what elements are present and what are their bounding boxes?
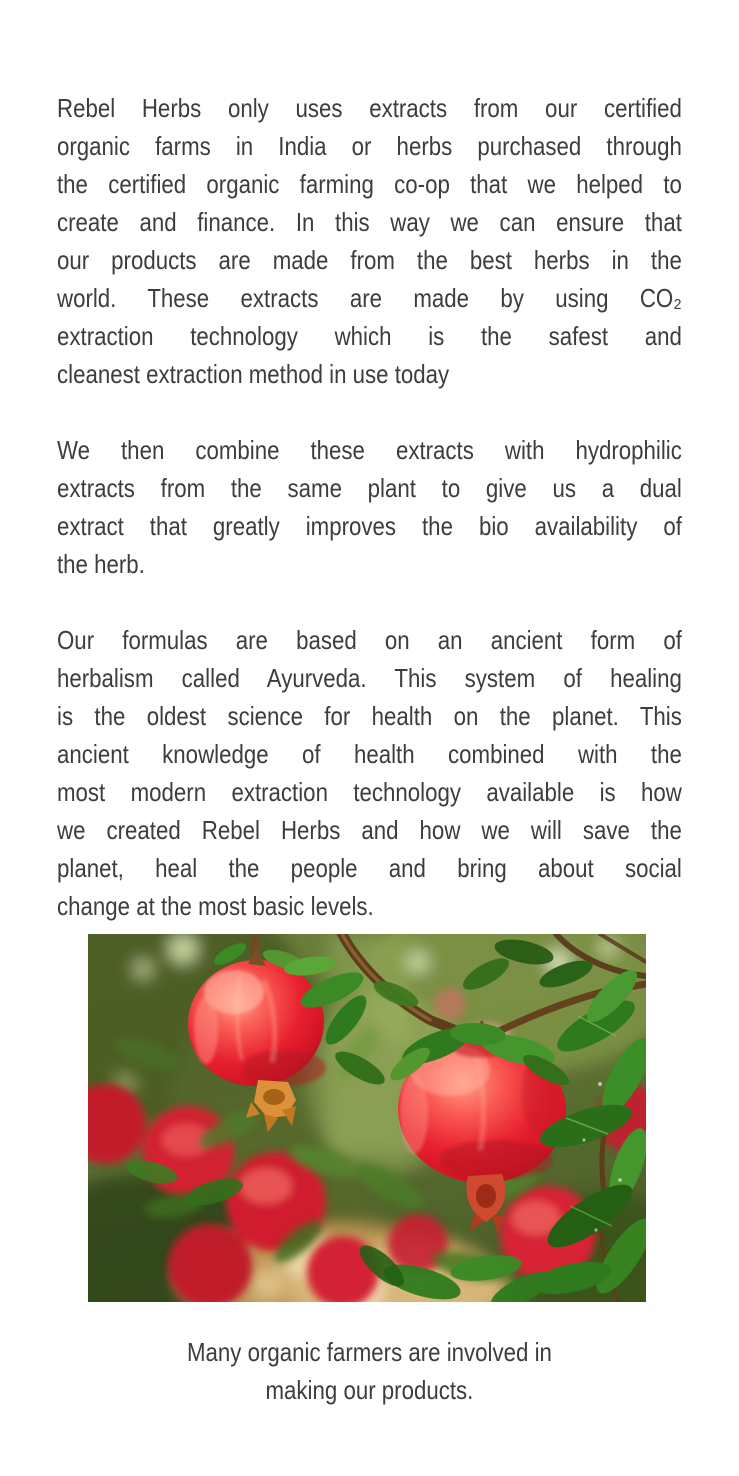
pomegranate-photo (88, 934, 646, 1302)
text-line: We then combine these extracts with hydrophilic (57, 435, 682, 465)
text-line: Rebel Herbs only uses extracts from our certified (57, 93, 682, 123)
text-line: extract that greatly improves the bio availability of (57, 511, 682, 541)
text-line: our products are made from the best herbs in the (57, 245, 682, 275)
text-line: we created Rebel Herbs and how we will save the (57, 815, 682, 845)
paragraph (57, 621, 682, 925)
text-line: cleanest extraction method in use today (57, 359, 450, 389)
text-line: planet, heal the people and bring about social (57, 853, 682, 883)
caption-line: making our products. (265, 1375, 474, 1405)
text-line: most modern extraction technology available is how (57, 777, 682, 807)
text-line: herbalism called Ayurveda. This system of healing (57, 663, 682, 693)
text-line: change at the most basic levels. (57, 891, 374, 921)
text-line: extraction technology which is the safest and (57, 321, 682, 351)
pomegranate-photo-art (88, 934, 646, 1302)
text-line: world. These extracts are made by using CO₂ (57, 283, 682, 313)
caption-line: Many organic farmers are involved in (186, 1337, 552, 1367)
text-line: create and finance. In this way we can ensure that (57, 207, 682, 237)
photo-caption (57, 1333, 682, 1409)
text-line: is the oldest science for health on the planet. This (57, 701, 682, 731)
text-line: the herb. (57, 549, 145, 579)
text-line: ancient knowledge of health combined with the (57, 739, 682, 769)
text-line: extracts from the same plant to give us a dual (57, 473, 682, 503)
body-text (57, 89, 682, 925)
text-line: organic farms in India or herbs purchased through (57, 131, 682, 161)
paragraph (57, 431, 682, 583)
paragraph (57, 89, 682, 393)
text-line: Our formulas are based on an ancient form of (57, 625, 682, 655)
text-line: the certified organic farming co-op that we helped to (57, 169, 682, 199)
